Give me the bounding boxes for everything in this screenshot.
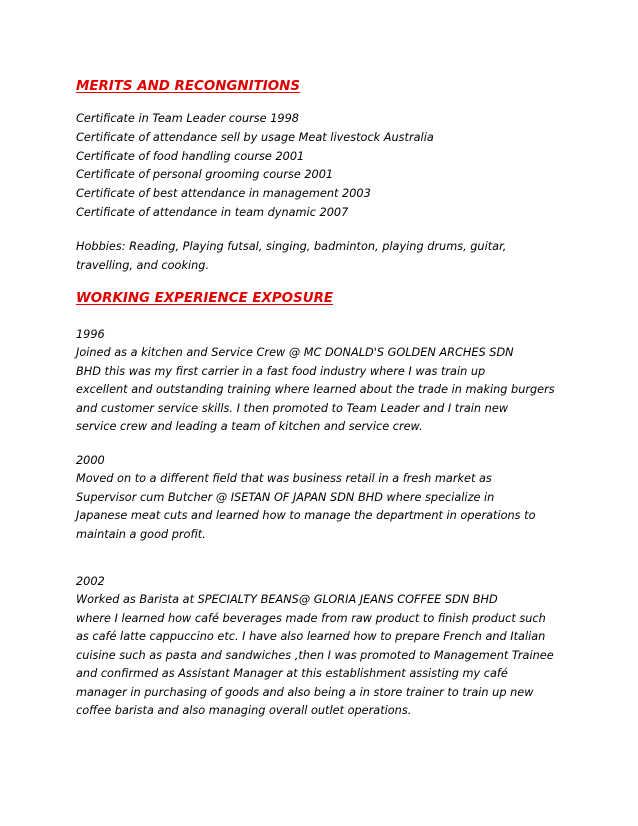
entry-line: BHD this was my first carrier in a fast food industry where I was train up — [76, 365, 486, 378]
entry-year: 2000 — [76, 454, 105, 467]
entry-line: as café latte cappuccino etc. I have also learned how to prepare French and Italian — [76, 630, 546, 643]
entry-year: 1996 — [76, 328, 105, 341]
entry-line: service crew and leading a team of kitchen and service crew. — [76, 420, 423, 433]
entry-line: Worked as Barista at SPECIALTY BEANS@ GLORIA JEANS COFFEE SDN BHD — [76, 593, 498, 606]
merit-item: Certificate of attendance sell by usage Meat livestock Australia — [76, 131, 434, 144]
hobbies-text: travelling, and cooking. — [76, 259, 210, 272]
entry-line: manager in purchasing of goods and also being a in store trainer to train up new — [76, 686, 534, 699]
merit-item: Certificate in Team Leader course 1998 — [76, 112, 299, 125]
experience-heading: WORKING EXPERIENCE EXPOSURE — [76, 291, 334, 306]
merits-heading: MERITS AND RECONGNITIONS — [76, 79, 300, 94]
entry-line: excellent and outstanding training where learned about the trade in making burgers — [76, 383, 555, 396]
entry-line: coffee barista and also managing overall outlet operations. — [76, 704, 412, 717]
entry-line: Moved on to a different field that was business retail in a fresh market as — [76, 472, 492, 485]
entry-line: Supervisor cum Butcher @ ISETAN OF JAPAN SDN BHD where specialize in — [76, 491, 495, 504]
entry-line: and customer service skills. I then promoted to Team Leader and I train new — [76, 402, 509, 415]
entry-line: Joined as a kitchen and Service Crew @ MC DONALD'S GOLDEN ARCHES SDN — [76, 346, 514, 359]
hobbies-text: Hobbies: Reading, Playing futsal, singing, badminton, playing drums, guitar, — [76, 240, 507, 253]
merit-item: Certificate of best attendance in management 2003 — [76, 187, 371, 200]
entry-line: where I learned how café beverages made from raw product to finish product such — [76, 612, 546, 625]
entry-line: Japanese meat cuts and learned how to manage the department in operations to — [76, 509, 536, 522]
merit-item: Certificate of personal grooming course 2001 — [76, 168, 334, 181]
merit-item: Certificate of attendance in team dynamic 2007 — [76, 206, 349, 219]
entry-line: maintain a good profit. — [76, 528, 206, 541]
entry-year: 2002 — [76, 575, 105, 588]
entry-line: cuisine such as pasta and sandwiches ,then I was promoted to Management Trainee — [76, 649, 554, 662]
merit-item: Certificate of food handling course 2001 — [76, 150, 305, 163]
entry-line: and confirmed as Assistant Manager at this establishment assisting my café — [76, 667, 508, 680]
